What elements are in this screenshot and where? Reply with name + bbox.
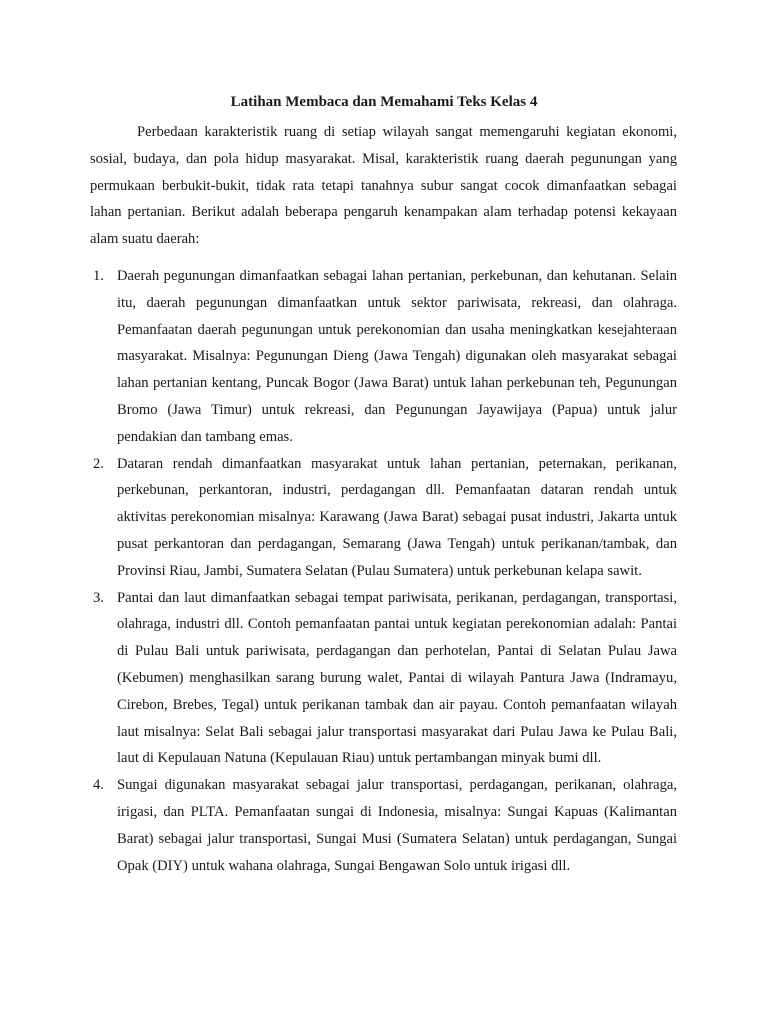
list-item-text: Pantai dan laut dimanfaatkan sebagai tempat pariwisata, perikanan, perdagangan, transportasi, olahraga, industri dll. Contoh pemanfaatan pantai untuk kegiatan perekonomian adalah: Pantai di Pulau Bali untuk pariwisata, perdagangan dan perhotelan, Pantai di Selatan Pulau Jawa (Kebumen) menghasilkan sarang burung walet, Pantai di wilayah Pantura Jawa (Indramayu, Cirebon, Brebes, Tegal) untuk perikanan tambak dan air payau. Contoh pemanfaatan wilayah laut misalnya: Selat Bali sebagai jalur transportasi masyarakat dari Pulau Jawa ke Pulau Bali, laut di Kepulauan Natuna (Kepulauan Riau) untuk pertambangan minyak bumi dll.	[117, 589, 677, 767]
list-item-text: Dataran rendah dimanfaatkan masyarakat untuk lahan pertanian, peternakan, perikanan, perkebunan, perkantoran, industri, perdagangan dll. Pemanfaatan dataran rendah untuk aktivitas perekonomian misalnya: Karawang (Jawa Barat) sebagai pusat industri, Jakarta untuk pusat perkantoran dan perdagangan, Semarang (Jawa Tengah) untuk perikanan/tambak, dan Provinsi Riau, Jambi, Sumatera Selatan (Pulau Sumatera) untuk perkebunan kelapa sawit.	[117, 455, 677, 579]
intro-paragraph: Perbedaan karakteristik ruang di setiap wilayah sangat memengaruhi kegiatan ekonomi, sosial, budaya, dan pola hidup masyarakat. Misal, karakteristik ruang daerah pegunungan yang permukaan berbukit-bukit, tidak rata tetapi tanahnya subur sangat cocok dimanfaatkan sebagai lahan pertanian. Berikut adalah beberapa pengaruh kenampakan alam terhadap potensi kekayaan alam suatu daerah:	[90, 124, 677, 248]
page-title: Latihan Membaca dan Memahami Teks Kelas 4	[230, 94, 538, 110]
list-item-number: 3.	[93, 589, 104, 606]
list-item	[90, 772, 677, 879]
list-item-number: 1.	[93, 268, 104, 284]
list-item	[90, 585, 677, 773]
list-item-number: 2.	[93, 455, 104, 472]
list-item-text: Sungai digunakan masyarakat sebagai jalur transportasi, perdagangan, perikanan, olahraga, irigasi, dan PLTA. Pemanfaatan sungai di Indonesia, misalnya: Sungai Kapuas (Kalimantan Barat) sebagai jalur transportasi, Sungai Musi (Sumatera Selatan) untuk perdagangan, Sungai Opak (DIY) untuk wahana olahraga, Sungai Bengawan Solo untuk irigasi dll.	[117, 777, 677, 874]
list-item-number: 4.	[93, 777, 104, 794]
list-item	[90, 451, 677, 585]
list-item-text: Daerah pegunungan dimanfaatkan sebagai lahan pertanian, perkebunan, dan kehutanan. Selain itu, daerah pegunungan dimanfaatkan untuk sektor pariwisata, rekreasi, dan olahraga. Pemanfaatan daerah pegunungan untuk perekonomian dan usaha meningkatkan kesejahteraan masyarakat. Misalnya: Pegunungan Dieng (Jawa Tengah) digunakan oleh masyarakat sebagai lahan pertanian kentang, Puncak Bogor (Jawa Barat) untuk lahan perkebunan teh, Pegunungan Bromo (Jawa Timur) untuk rekreasi, dan Pegunungan Jayawijaya (Papua) untuk jalur pendakian dan tambang emas.	[117, 268, 677, 445]
list-item	[90, 263, 677, 451]
numbered-list	[90, 263, 677, 879]
